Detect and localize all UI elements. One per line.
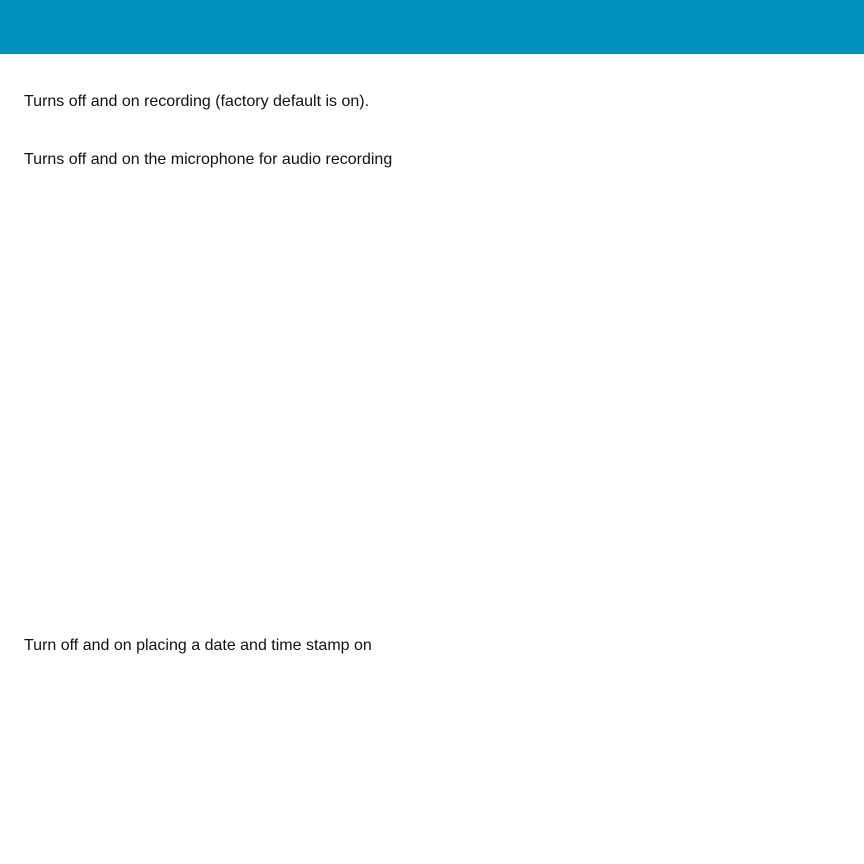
header-bar	[0, 0, 864, 54]
recording-toggle-description: Turns off and on recording (factory default is on).	[24, 93, 370, 110]
date-time-stamp-toggle-description: Turn off and on placing a date and time stamp on	[24, 637, 372, 654]
microphone-toggle-description: Turns off and on the microphone for audio recording	[24, 151, 393, 168]
